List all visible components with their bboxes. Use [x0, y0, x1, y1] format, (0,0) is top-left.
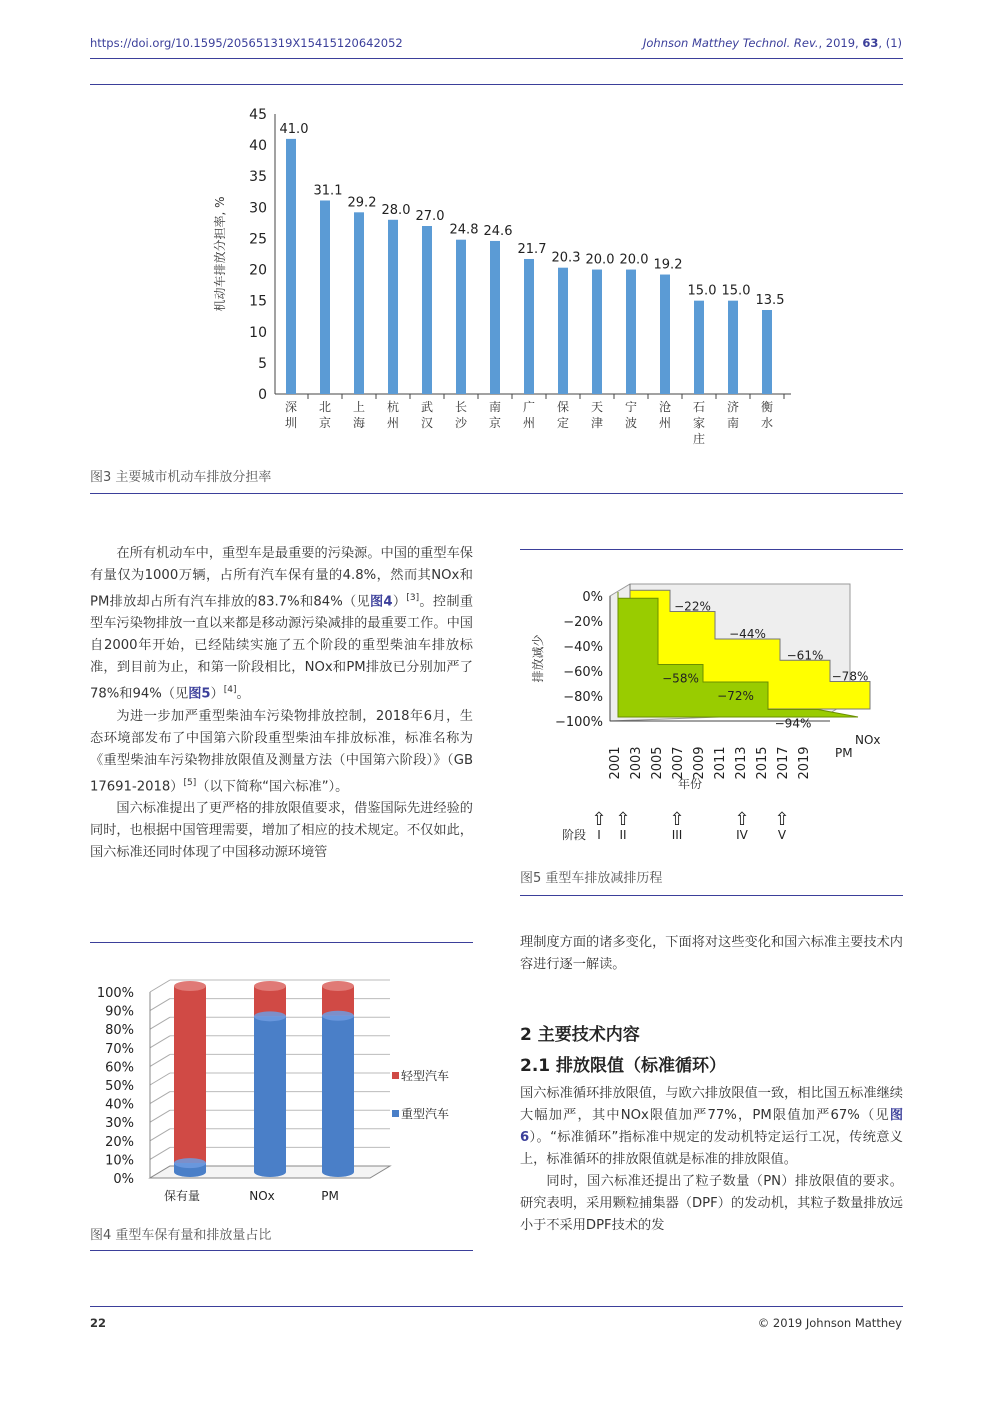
fig5-y-tick-label: −100%: [554, 715, 603, 730]
fig3-bar: [660, 275, 670, 394]
fig5-caption: 图5 重型车排放减排历程: [520, 871, 663, 886]
fig3-y-tick-label: 15: [249, 293, 267, 310]
fig4-y-tick-label: 50%: [105, 1079, 134, 1094]
fig3-y-tick-label: 0: [258, 387, 267, 403]
fig5-x-tick-label: 2015: [755, 746, 770, 780]
header-rule-bottom: [90, 84, 903, 85]
fig3-caption: 图3 主要城市机动车排放分担率: [90, 470, 272, 485]
fig5-y-tick-label: 0%: [582, 590, 603, 605]
fig3-y-tick-label: 45: [249, 107, 267, 123]
fig4-grid-diag: [150, 999, 170, 1011]
fig3-value-label: 20.0: [585, 252, 615, 268]
fig3-value-label: 19.2: [653, 257, 683, 273]
fig5-pm-label: −94%: [774, 716, 812, 731]
fig4-cylinder-base: [254, 1167, 286, 1177]
fig5-x-tick-label: 2019: [797, 746, 812, 780]
fig3-y-tick-label: 20: [249, 262, 267, 279]
right-column-text-top: [520, 932, 903, 976]
fig3-y-tick-label: 35: [249, 169, 267, 186]
paragraph-limits: 国六标准循环排放限值，与欧六排放限值一致，相比国五标准继续大幅加严，其中NOx限值加严77%，PM限值加严67%（见图6）。“标准循环”指标准中规定的发动机特定运行工况，传统意义上，标准循环的排放限值就是标准的排放限值。: [520, 1086, 903, 1167]
fig3-value-label: 20.3: [551, 250, 581, 266]
fig3-x-tick-label: 北: [318, 400, 332, 414]
fig3-value-label: 28.0: [381, 202, 411, 218]
fig5-x-tick-label: 2003: [629, 746, 644, 780]
fig4-y-tick-label: 100%: [96, 986, 134, 1001]
fig4-y-tick-label: 20%: [105, 1134, 134, 1150]
fig5-y-tick-label: −20%: [563, 615, 603, 630]
fig5-stage-arrow: ⇧: [734, 809, 750, 830]
fig3-x-tick-label: 武: [420, 400, 434, 414]
fig3-bar: [558, 268, 568, 394]
fig4-cylinder-base: [174, 1167, 206, 1177]
fig4-legend-swatch-heavy: [392, 1110, 399, 1117]
fig3-x-tick-label: 圳: [284, 416, 298, 430]
fig3-value-label: 29.2: [347, 195, 377, 211]
fig3-x-tick-label: 水: [760, 416, 774, 430]
fig5-rule-bottom: [520, 895, 903, 896]
fig3-y-tick-label: 5: [258, 355, 267, 372]
doi-link[interactable]: https://doi.org/10.1595/205651319X15415120642052: [90, 36, 403, 50]
fig4-x-tick-label: PM: [321, 1189, 339, 1203]
fig3-x-tick-label: 家: [692, 416, 706, 430]
fig5-series-nox-name: NOx: [855, 733, 881, 747]
fig4-cylinder-heavy: [254, 1016, 286, 1172]
fig4-cylinder-divider: [174, 1158, 206, 1168]
fig4-y-tick-label: 70%: [105, 1041, 134, 1057]
fig3-x-tick-label: 京: [488, 416, 502, 430]
fig4-y-tick-label: 80%: [105, 1023, 134, 1039]
fig3-value-label: 41.0: [279, 121, 309, 137]
fig3-x-tick-label: 汉: [420, 416, 434, 430]
fig5-series-pm-name: PM: [835, 746, 853, 760]
fig5-stage-arrow: ⇧: [669, 809, 685, 830]
fig5-x-tick-label: 2009: [692, 746, 707, 780]
fig3-x-tick-label: 州: [386, 416, 400, 430]
fig3-y-tick-label: 30: [249, 200, 267, 217]
fig3-x-tick-label: 定: [556, 416, 570, 430]
fig5-y-tick-label: −60%: [563, 665, 603, 680]
journal-citation: [643, 36, 902, 50]
fig3-value-label: 20.0: [619, 252, 649, 268]
fig3-value-label: 15.0: [687, 283, 717, 299]
fig3-x-tick-label: 海: [352, 416, 366, 430]
fig5-pm-label: −58%: [662, 671, 699, 686]
fig3-bar: [694, 301, 704, 394]
fig4-y-tick-label: 40%: [105, 1097, 134, 1113]
fig3-x-tick-label: 京: [318, 416, 332, 430]
fig3-bar: [592, 270, 602, 394]
fig5-link[interactable]: 图5: [188, 686, 211, 702]
fig4-x-tick-label: NOx: [249, 1189, 275, 1203]
fig4-grid-diag: [150, 1036, 170, 1048]
fig4-link[interactable]: 图4: [369, 594, 393, 610]
fig3-x-tick-label: 上: [352, 400, 366, 414]
fig3-bar: [490, 241, 500, 394]
fig3-x-tick-label: 济: [726, 400, 740, 414]
fig4-cylinder-light-top: [254, 981, 286, 991]
fig3-x-tick-label: 南: [726, 416, 740, 430]
fig3-x-tick-label: 沧: [658, 400, 672, 414]
fig5-pm-label: −72%: [717, 689, 754, 703]
fig3-value-label: 13.5: [755, 293, 785, 308]
fig4-cylinder-light: [174, 986, 206, 1163]
fig3-value-label: 24.6: [483, 223, 513, 239]
fig3-bar: [286, 139, 296, 394]
fig5-x-tick-label: 2013: [734, 746, 749, 780]
fig4-grid-diag: [150, 1092, 170, 1104]
journal-issue: , (1): [878, 36, 902, 50]
fig3-x-tick-label: 庄: [692, 432, 706, 446]
fig5-x-tick-label: 2001: [608, 746, 623, 780]
fig4-cylinder-heavy: [322, 1016, 354, 1172]
fig5-x-axis-label: 年份: [677, 777, 703, 791]
fig3-rule: [90, 493, 903, 494]
fig4-y-tick-label: 90%: [105, 1004, 134, 1020]
fig3-bar: [524, 259, 534, 394]
ref-5[interactable]: [5]: [183, 777, 197, 788]
fig5-nox-label: −61%: [786, 648, 824, 663]
fig3-x-tick-label: 宁: [624, 400, 638, 414]
fig4-y-tick-label: 0%: [113, 1172, 134, 1187]
fig3-y-tick-label: 40: [249, 138, 267, 155]
ref-3[interactable]: [3]: [406, 593, 420, 603]
footer-rule: [90, 1306, 903, 1307]
header-rule-top: [90, 58, 903, 59]
fig3-bar-chart: [200, 96, 800, 456]
ref-4[interactable]: [4]: [223, 685, 237, 696]
fig5-stage-label: I: [597, 828, 601, 842]
fig3-x-tick-label: 南: [488, 400, 502, 414]
left-column-text: [90, 543, 473, 864]
fig5-nox-label: −78%: [831, 669, 869, 684]
fig3-value-label: 24.8: [449, 222, 479, 238]
fig5-stage-arrow: ⇧: [591, 809, 607, 830]
fig4-cylinder-divider: [322, 1011, 354, 1021]
fig4-y-tick-label: 30%: [105, 1116, 134, 1132]
fig4-grid-diag: [150, 1054, 170, 1066]
fig3-bar: [456, 240, 466, 394]
fig6-link[interactable]: 图6: [520, 1108, 903, 1145]
fig5-stage-label: IV: [736, 828, 748, 842]
fig3-y-tick-label: 10: [249, 324, 267, 341]
journal-year: , 2019,: [818, 36, 863, 50]
copyright: © 2019 Johnson Matthey: [757, 1316, 902, 1330]
fig4-grid-diag: [150, 1110, 170, 1122]
fig4-grid-diag: [150, 980, 170, 992]
fig5-rule-top: [520, 549, 903, 550]
fig4-grid-diag: [150, 1073, 170, 1085]
journal-volume: 63: [862, 36, 879, 50]
fig5-stage-arrow: ⇧: [615, 809, 631, 830]
fig3-x-tick-label: 保: [556, 400, 570, 414]
fig4-legend-label-heavy: 重型汽车: [401, 1107, 450, 1121]
fig4-cylinder-light-top: [322, 981, 354, 991]
fig3-x-tick-label: 天: [590, 400, 604, 414]
fig5-stage-label: V: [777, 828, 787, 842]
fig3-value-label: 21.7: [517, 241, 547, 257]
fig5-y-tick-label: −80%: [563, 690, 603, 705]
fig5-x-tick-label: 2007: [671, 746, 686, 780]
section-heading-2: 2 主要技术内容: [520, 1025, 640, 1045]
fig4-y-tick-label: 10%: [105, 1153, 134, 1169]
fig5-stage-title: 阶段: [562, 828, 587, 842]
fig3-value-label: 31.1: [313, 183, 343, 199]
fig3-bar: [728, 301, 738, 394]
paragraph-2: 为进一步加严重型柴油车污染物排放控制，2018年6月，生态环境部发布了中国第六阶段重型柴油车排放标准，标准名称为《重型柴油车污染物排放限值及测量方法（中国第六阶段）》（GB 17691-2018）[5]（以下简称“国六标准”）。: [90, 708, 473, 795]
fig5-x-tick-label: 2011: [713, 746, 728, 780]
fig4-cylinder-light-top: [174, 981, 206, 991]
fig3-y-tick-label: 25: [249, 231, 267, 248]
fig4-rule-top: [90, 942, 473, 943]
fig3-bar: [422, 226, 432, 394]
fig3-x-tick-label: 深: [284, 400, 298, 414]
fig3-bar: [388, 220, 398, 394]
fig4-caption: 图4 重型车保有量和排放量占比: [90, 1228, 272, 1243]
page-number: 22: [90, 1316, 107, 1330]
paragraph-1: 在所有机动车中，重型车是最重要的污染源。中国的重型车保有量仅为1000万辆，占所有汽车保有量的4.8%，然而其NOx和PM排放却占所有汽车排放的83.7%和84%（见图4）[3]。控制重型车污染物排放一直以来都是移动源污染减排的最重要工作。中国自2000年开始，已经陆续实施了五个阶段的重型柴油车排放标准，到目前为止，和第一阶段相比，NOx和PM排放已分别加严了78%和94%（见图5）[4]。: [90, 546, 474, 702]
fig3-bar: [626, 270, 636, 394]
fig3-x-tick-label: 广: [522, 400, 536, 414]
fig5-stage-label: II: [619, 828, 627, 842]
fig3-bar: [762, 310, 772, 394]
fig4-legend-swatch-light: [392, 1072, 399, 1079]
fig4-cylinder-divider: [254, 1011, 286, 1021]
paragraph-3: 国六标准提出了更严格的排放限值要求，借鉴国际先进经验的同时，也根据中国管理需要，增加了相应的技术规定。不仅如此，国六标准还同时体现了中国移动源环境管: [90, 801, 473, 861]
fig3-x-tick-label: 杭: [386, 400, 400, 414]
fig3-value-label: 15.0: [721, 283, 751, 299]
fig3-x-tick-label: 长: [454, 400, 468, 414]
fig4-grid-diag: [150, 1129, 170, 1141]
fig3-x-tick-label: 州: [522, 416, 536, 430]
fig3-value-label: 27.0: [415, 209, 445, 224]
fig3-bar: [354, 212, 364, 394]
fig5-y-tick-label: −40%: [563, 640, 603, 655]
fig4-rule-bottom: [90, 1250, 473, 1251]
fig3-x-tick-label: 津: [590, 416, 604, 430]
fig5-y-axis-label: 排放减少: [531, 634, 545, 683]
right-column-text-bottom: [520, 1083, 903, 1237]
fig5-stage-label: III: [671, 828, 683, 842]
paragraph-cont: 理制度方面的诸多变化，下面将对这些变化和国六标准主要技术内容进行逐一解读。: [520, 935, 903, 972]
fig5-nox-label: −22%: [674, 599, 711, 614]
fig4-cylinder-base: [322, 1167, 354, 1177]
fig5-nox-label: −44%: [729, 627, 766, 641]
journal-name: Johnson Matthey Technol. Rev.: [642, 36, 819, 50]
fig3-x-tick-label: 沙: [454, 416, 468, 430]
fig4-y-tick-label: 60%: [105, 1060, 134, 1076]
fig5-area-chart: [520, 575, 903, 850]
fig3-x-tick-label: 石: [692, 400, 706, 414]
fig4-grid-diag: [150, 1147, 170, 1159]
fig4-grid-diag: [150, 1017, 170, 1029]
fig3-x-tick-label: 州: [658, 416, 672, 430]
fig5-x-tick-label: 2005: [650, 746, 665, 780]
fig3-x-tick-label: 波: [624, 416, 638, 430]
fig4-cylinder-chart: [90, 960, 473, 1210]
fig5-x-tick-label: 2017: [776, 746, 791, 780]
fig4-legend-label-light: 轻型汽车: [401, 1069, 450, 1083]
fig4-x-tick-label: 保有量: [163, 1189, 201, 1203]
fig3-x-tick-label: 衡: [760, 400, 774, 414]
paragraph-pn: 同时，国六标准还提出了粒子数量（PN）排放限值的要求。研究表明，采用颗粒捕集器（DPF）的发动机，其粒子数量排放远小于不采用DPF技术的发: [520, 1174, 903, 1233]
fig3-bar: [320, 200, 330, 394]
section-heading-2-1: 2.1 排放限值（标准循环）: [520, 1056, 727, 1076]
fig3-y-axis-label: 机动车排放分担率, %: [213, 196, 227, 312]
fig5-stage-arrow: ⇧: [774, 809, 790, 830]
